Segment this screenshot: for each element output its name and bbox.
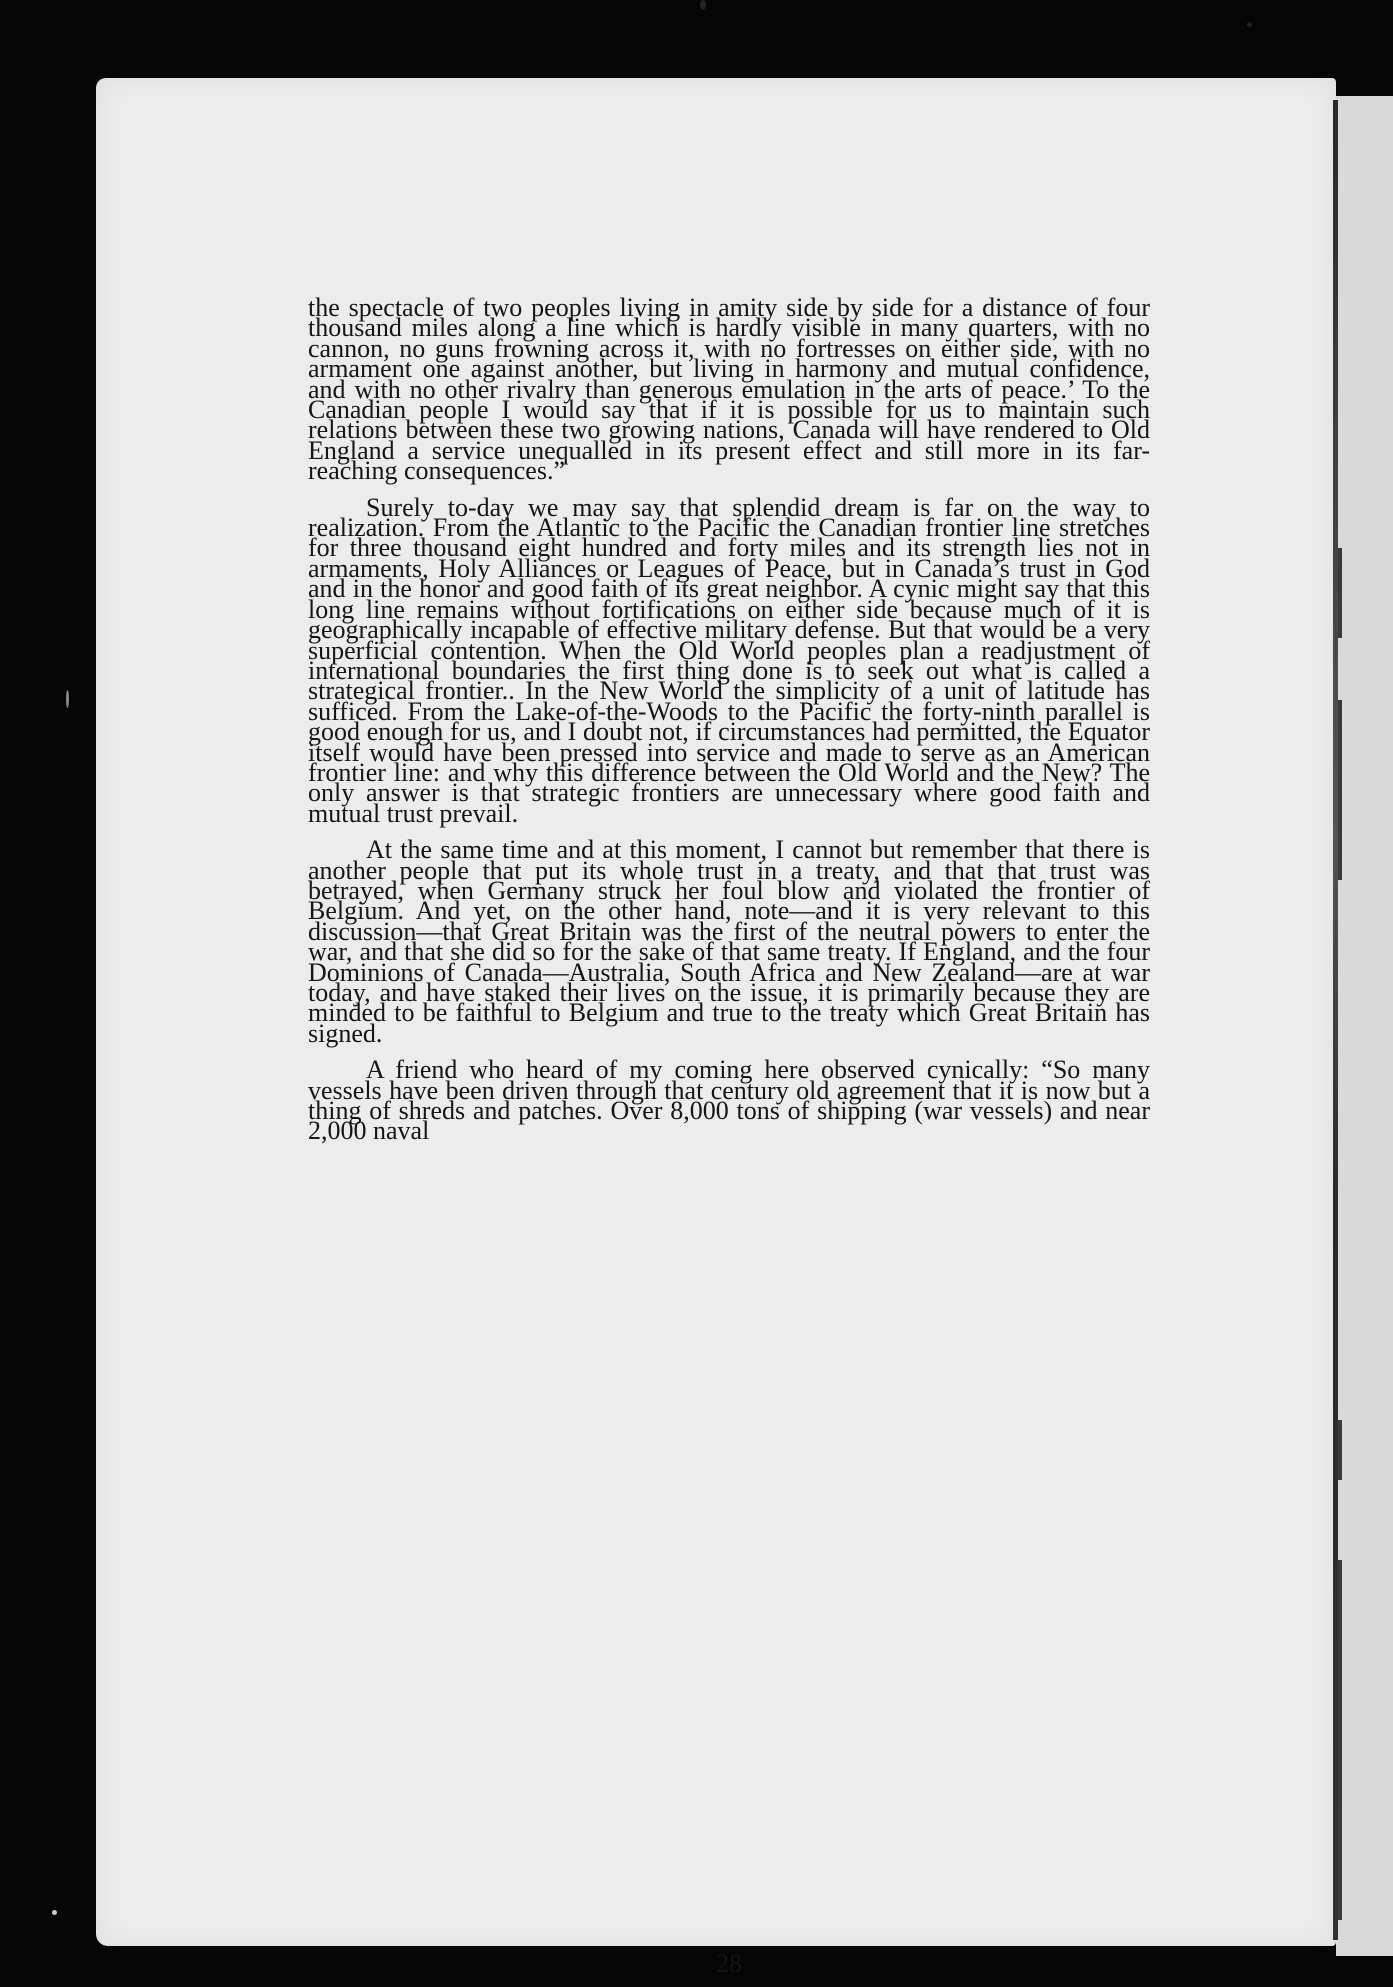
next-page-edge: [1336, 96, 1393, 1956]
paragraph-2: Surely to-day we may say that splendid dream is far on the way to realization. From the Atlantic to the Pacific the Canadian frontier line stretches for three thousand eight hundred and forty miles and its strength lies not in armaments, Holy Alliances or Leagues of Peace, but in Canada’s trust in God and in the honor and good faith of its great neighbor. A cynic might say that this long line remains without fortifications on either side because much of it is geographically incapable of effective military defense. But that would be a very superficial contention. When the Old World peoples plan a readjustment of international boundaries the first thing done is to seek out what is called a strategical frontier.. In the New World the simplicity of a unit of latitude has sufficed. From the Lake-of-the-Woods to the Pacific the forty-ninth parallel is good enough for us, and I doubt not, if circumstances had permitted, the Equator itself would have been pressed into service and made to serve as an American frontier line: and why this difference between the Old World and the New? The only answer is that strategic frontiers are unnecessary where good faith and mutual trust prevail.: [308, 492, 1150, 828]
edge-mark: [1338, 1560, 1342, 1920]
scan-speck: [700, 0, 706, 10]
edge-mark: [1338, 700, 1342, 880]
paragraph-1: the spectacle of two peoples living in amity side by side for a distance of four thousand miles along a line which is hardly visible in many quarters, with no cannon, no guns frowning across it, with no fortresses on either side, with no armament one against another, but living in harmony and mutual confidence, and with no other rivalry than generous emulation in the arts of peace.’ To the Canadian people I would say that if it is possible for us to maintain such relations between these two growing nations, Canada will have rendered to Old England a service unequalled in its present effect and still more in its far-reaching consequences.”: [308, 293, 1150, 486]
edge-mark: [1338, 1420, 1342, 1480]
page-body-text: [308, 293, 1150, 1978]
paragraph-4: A friend who heard of my coming here observed cynically: “So many vessels have been driven through that century old agreement that it is now but a thing of shreds and patches. Over 8,000 tons of shipping (war vessels) and near 2,000 naval: [308, 1055, 1150, 1146]
scan-speck: [66, 690, 69, 708]
scan-speck: [1247, 22, 1252, 27]
paragraph-3: At the same time and at this moment, I cannot but remember that there is another people that put its whole trust in a treaty, and that that trust was betrayed, when Germany struck her foul blow and violated the frontier of Belgium. And yet, on the other hand, note—and it is very relevant to this discussion—that Great Britain was the first of the neutral powers to enter the war, and that she did so for the sake of that same treaty. If England, and the four Dominions of Canada—Australia, South Africa and New Zealand—are at war today, and have staked their lives on the issue, it is primarily because they are minded to be faithful to Belgium and true to the treaty which Great Britain has signed.: [308, 835, 1150, 1048]
page-number: 28: [716, 1949, 742, 1978]
scan-speck: [52, 1910, 57, 1915]
edge-mark: [1338, 548, 1342, 638]
